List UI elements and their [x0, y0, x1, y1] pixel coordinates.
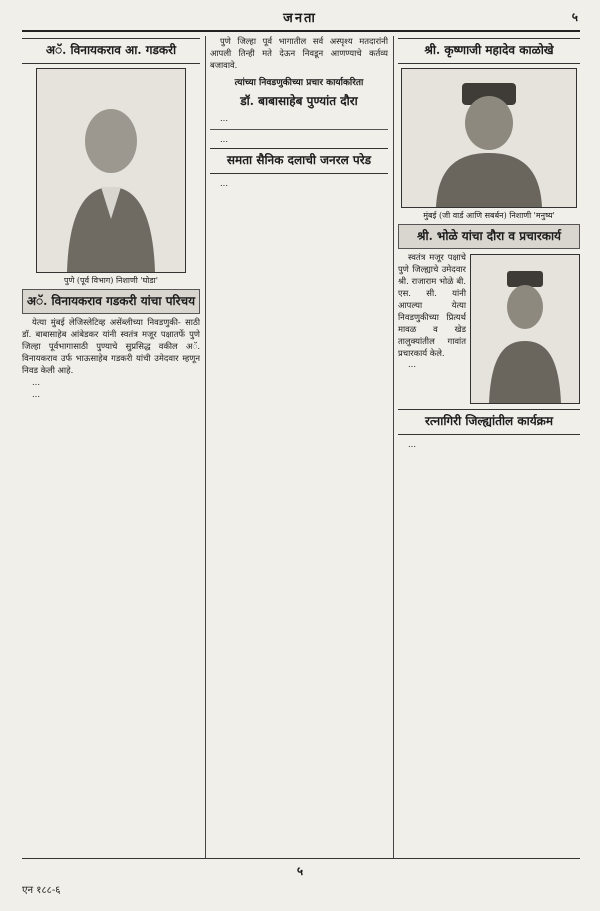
right-column [398, 36, 580, 858]
samata-sainik-dal-headline: समता सैनिक दलाची जनरल परेड [210, 148, 388, 174]
kalokhe-portrait [401, 68, 577, 208]
middle-divider [210, 129, 388, 130]
gadkari-intro-paragraph-1: येत्या मुंबई लेजिस्लेटिव्ह असेंब्लीच्या निवडणुकी- साठी डॉ. बाबासाहेब आंबेडकर यांनी स्वतंत्र मजूर पक्षातर्फे पुणे जिल्हा पूर्वभागासाठी पुण्याचे सुप्रसिद्ध वकील अॅ. विनायकराव उर्फ भाऊसाहेब गडकरी यांची उमेदवार म्हणून निवड केली आहे. [22, 317, 200, 375]
gadkari-intro-paragraph-3: ... [32, 388, 40, 399]
page-number-bottom: ५ [296, 864, 304, 878]
gadkari-photo-caption: पुणे (पूर्व विभाग) निशाणी 'घोडा' [64, 275, 158, 285]
left-column [22, 36, 200, 858]
bhole-portrait [470, 254, 580, 404]
top-rule [22, 30, 580, 32]
kalokhe-photo-caption: मुंबई (जी वार्ड आणि सबर्बन) निशाणी 'मनुष्य' [423, 210, 555, 220]
kalokhe-name-headline: श्री. कृष्णाजी महादेव काळोखे [398, 38, 580, 64]
bhole-tour-headline: श्री. भोळे यांचा दौरा व प्रचारकार्य [398, 224, 580, 250]
gadkari-intro-headline: अॅ. विनायकराव गडकरी यांचा परिचय [22, 289, 200, 315]
bhole-tour-paragraph-1: स्वतंत्र मजूर पक्षाचे पुणे जिल्ह्याचे उमेदवार श्री. राजाराम भोळे बी. एस. सी. यांनी आपल्या येत्या निवडणुकीच्या प्रित्यर्थ मावळ व खेड तालुक्यांतील गावांत प्रचारकार्य केले. [398, 252, 466, 358]
ratnagiri-program-paragraph: ... [408, 438, 416, 449]
portrait-silhouette-icon [402, 69, 576, 207]
babasaheb-pune-tour-headline: डॉ. बाबासाहेब पुण्यांत दौरा [240, 93, 358, 108]
newspaper-title: जनता [283, 11, 317, 26]
gadkari-name-headline: अॅ. विनायकराव आ. गडकरी [22, 38, 200, 64]
print-code: एन १८८-६ [22, 885, 61, 896]
pune-tour-paragraph-2: ... [220, 134, 228, 145]
campaign-subhead: त्यांच्या निवडणुकीच्या प्रचार कार्याकरिता [234, 77, 364, 88]
portrait-silhouette-icon [471, 255, 579, 403]
column-divider-1 [205, 36, 206, 858]
ratnagiri-program-headline: रत्नागिरी जिल्ह्यांतील कार्यक्रम [398, 409, 580, 435]
gadkari-portrait [36, 68, 186, 273]
bhole-tour-paragraph-2: ... [408, 359, 416, 370]
column-divider-2 [393, 36, 394, 858]
portrait-silhouette-icon [37, 69, 185, 272]
bottom-rule [22, 858, 580, 859]
samata-sainik-dal-paragraph: ... [220, 177, 228, 188]
gadkari-intro-paragraph-2: ... [32, 376, 40, 387]
middle-column [210, 36, 388, 858]
pune-voters-paragraph: पुणे जिल्हा पूर्व भागातील सर्व अस्पृश्य मतदारांनी आपली तिन्ही मते देऊन निवडून आणण्याचे कर्तव्य बजावावे. [210, 36, 388, 70]
pune-tour-paragraph-1: ... [220, 113, 228, 124]
page-number-top: ५ [571, 10, 578, 24]
